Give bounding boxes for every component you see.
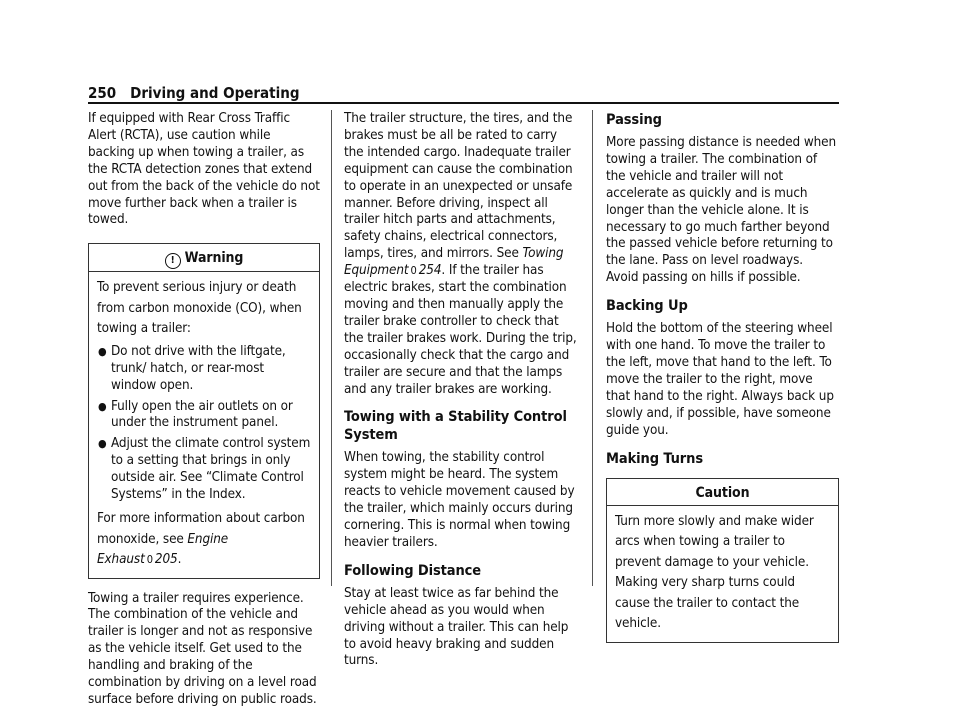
warning-title: Warning	[184, 250, 244, 267]
warning-bullet-text: Do not drive with the liftgate, trunk/ hatch, or rear-most window open.	[111, 343, 286, 393]
towing-equipment-page[interactable]: 254	[418, 263, 442, 279]
column-divider-1	[331, 110, 332, 586]
column-1	[88, 111, 320, 709]
column-divider-2	[592, 110, 593, 586]
making-turns-heading: Making Turns	[606, 450, 703, 467]
warning-lead: To prevent serious injury or death from carbon monoxide (CO), when towing a trailer:	[97, 280, 302, 337]
passing-paragraph: More passing distance is needed when towing a trailer. The combination of the vehicle and trailer will not accelerate as quickly and is much longer than the vehicle alone. It is necessary to go much farther beyond the passed vehicle before returning to the lane. Pass on level roadways. Avoid passing on hills if possible.	[606, 135, 836, 286]
warning-circle-icon: !	[165, 253, 181, 269]
towing-equipment-link[interactable]: Towing Equipment	[344, 246, 564, 279]
section-title: Driving and Operating	[130, 84, 300, 102]
column-3	[606, 111, 839, 653]
warning-bullet	[97, 436, 311, 504]
stability-paragraph: When towing, the stability control system might be heard. The system reacts to vehicle movement caused by the trailer, which mainly occurs during cornering. This is normal when towing heavier trailers.	[344, 450, 575, 550]
header-rule	[88, 102, 839, 104]
warning-header	[89, 244, 319, 272]
backing-up-heading: Backing Up	[606, 298, 688, 315]
engine-exhaust-page[interactable]: 205	[154, 552, 178, 567]
bullet-icon: ●	[98, 437, 107, 451]
xref-arrow-icon: 0	[410, 264, 417, 278]
caution-title: Caution	[607, 479, 838, 506]
warning-bullet	[97, 344, 311, 395]
passing-heading: Passing	[606, 112, 662, 128]
xref-arrow-icon: 0	[146, 553, 153, 566]
warning-bullet	[97, 399, 311, 433]
warning-bullet-text: Fully open the air outlets on or under the instrument panel.	[111, 398, 293, 431]
bullet-icon: ●	[98, 344, 107, 358]
structure-text-1: The trailer structure, the tires, and the brakes must be all be rated to carry the intended cargo. Inadequate trailer equipment can cause the combination to operate in an unexpected or unsafe manner. Before driving, inspect all trailer hitch parts and attachments, safety chains, electrical connectors, lamps, tires, and mirrors. See	[344, 111, 573, 262]
caution-box	[606, 478, 839, 643]
following-distance-paragraph: Stay at least twice as far behind the vehicle ahead as you would when driving without a trailer. This can help to avoid heavy braking and sudden turns.	[344, 585, 569, 669]
stability-heading: Towing with a Stability Control System	[344, 409, 567, 444]
engine-exhaust-link[interactable]: Engine Exhaust	[97, 531, 229, 567]
backing-up-paragraph: Hold the bottom of the steering wheel with one hand. To move the trailer to the left, move that hand to the left. To move the trailer to the right, move that hand to the right. Always back up slowly and, if possible, have someone guide you.	[606, 321, 834, 438]
warning-bullet-text: Adjust the climate control system to a setting that brings in only outside air. See “Climate Control Systems” in the Index.	[111, 436, 311, 503]
rcta-paragraph: If equipped with Rear Cross Traffic Alert (RCTA), use caution while backing up when towing a trailer, as the RCTA detection zones that extend out from the back of the vehicle do not move further back when a trailer is towed.	[88, 111, 320, 228]
caution-text: Turn more slowly and make wider arcs when towing a trailer to prevent damage to your vehicle. Making very sharp turns could cause the trailer to contact the vehicle.	[615, 513, 814, 631]
structure-text-2: . If the trailer has electric brakes, start the combination moving and then manually apply the trailer brake controller to check that the trailer brakes work. During the trip, occasionally check that the cargo and trailer are secure and that the lamps and any trailer brakes are working.	[344, 263, 577, 397]
experience-paragraph: Towing a trailer requires experience. The combination of the vehicle and trailer is longer and not as responsive as the vehicle itself. Get used to the handling and braking of the combination by driving on a level road surface before driving on public roads.	[88, 590, 317, 707]
column-2	[344, 111, 578, 670]
warning-body	[89, 272, 319, 577]
more-info-suffix: .	[177, 552, 182, 567]
warning-box	[88, 243, 320, 578]
trailer-structure-paragraph	[344, 111, 578, 398]
bullet-icon: ●	[98, 399, 107, 413]
following-distance-heading: Following Distance	[344, 562, 482, 579]
page-number: 250	[88, 84, 117, 102]
more-info-prefix: For more information about carbon monoxide, see	[97, 511, 305, 547]
page-header	[88, 84, 838, 102]
warning-more-info	[97, 509, 311, 571]
